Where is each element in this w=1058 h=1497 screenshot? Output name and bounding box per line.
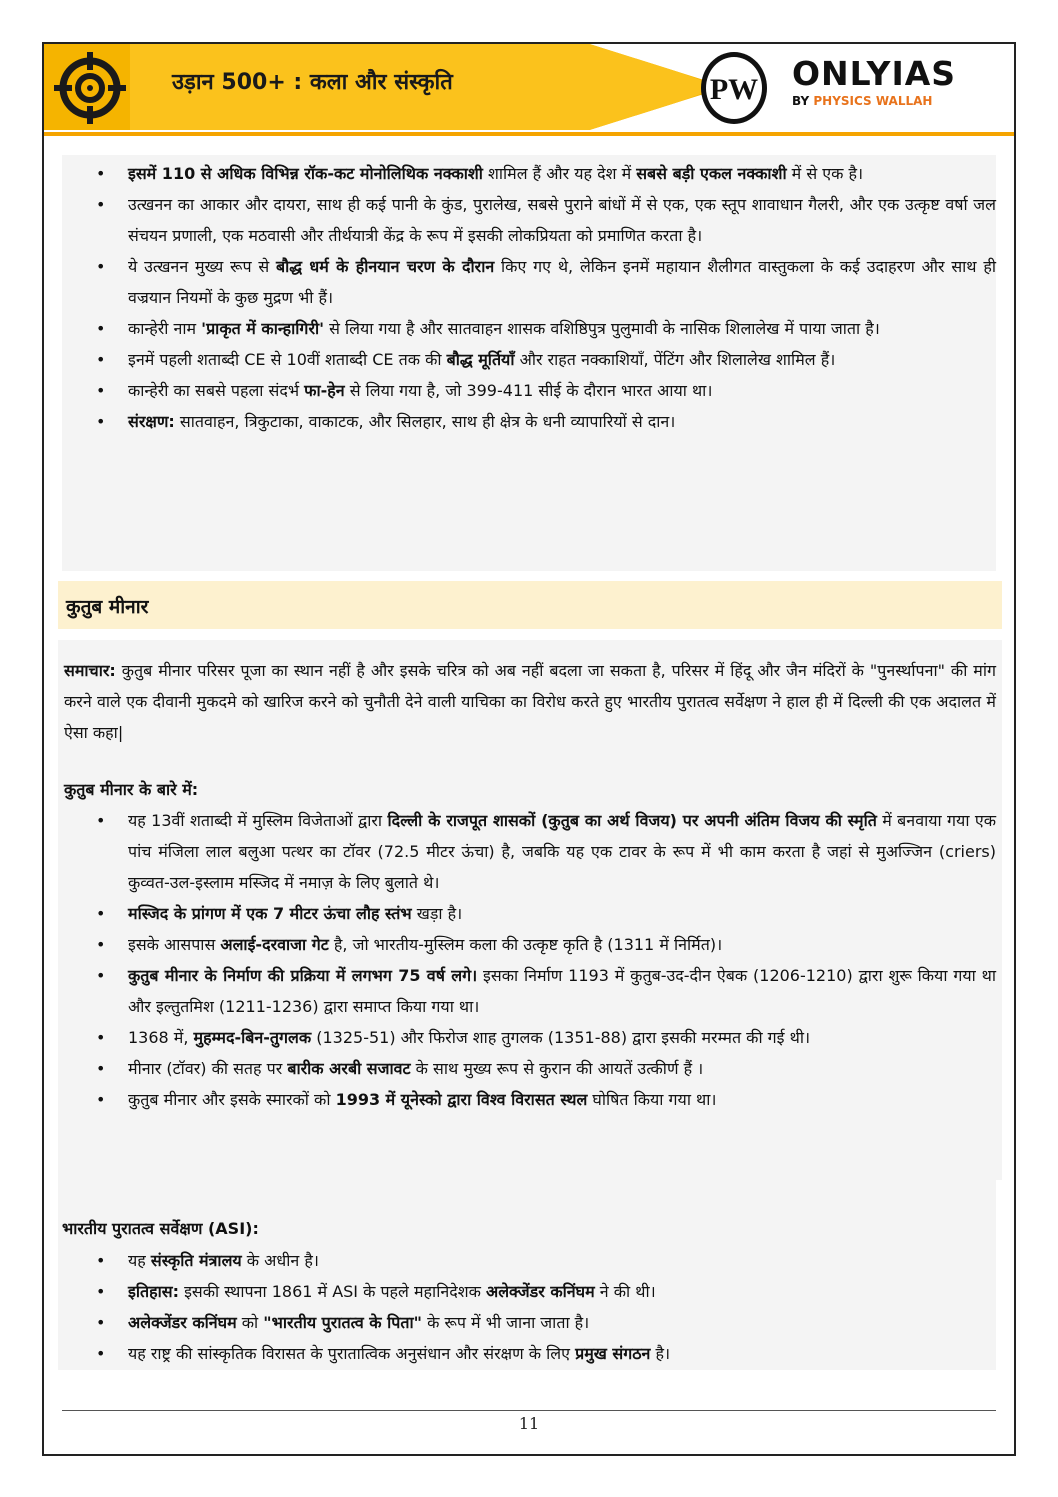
list-item: • इतिहास: इसकी स्थापना 1861 में ASI के पहले महानिदेशक अलेक्जेंडर कनिंघम ने की थी। xyxy=(92,1276,996,1307)
brand-by: BY xyxy=(792,94,814,108)
kanheri-list xyxy=(92,158,996,437)
brand-sub-name: PHYSICS WALLAH xyxy=(813,94,933,108)
list-item: • अलेक्जेंडर कनिंघम को "भारतीय पुरातत्व के पिता" के रूप में भी जाना जाता है। xyxy=(92,1307,996,1338)
about-heading: कुतुब मीनार के बारे में: xyxy=(64,780,199,799)
list-item: • 1368 में, मुहम्मद-बिन-तुगलक (1325-51) और फिरोज शाह तुगलक (1351-88) द्वारा इसकी मरम्मत की गई थी। xyxy=(92,1022,996,1053)
header-divider xyxy=(44,132,1014,136)
pw-logo xyxy=(698,49,770,127)
asi-list xyxy=(92,1245,996,1369)
list-item: • उत्खनन का आकार और दायरा, साथ ही कई पानी के कुंड, पुरालेख, सबसे पुराने बांधों में से एक, एक स्तूप शावाधान गैलरी, और एक उत्कृष्ट वर्षा जल संचयन प्रणाली, एक मठवासी और तीर्थयात्री केंद्र के रूप में इसकी लोकप्रियता को प्रमाणित करता है। xyxy=(92,189,996,251)
brand-name: ONLYIAS xyxy=(792,54,957,93)
section-title: कुतुब मीनार xyxy=(66,596,149,618)
list-item: • यह 13वीं शताब्दी में मुस्लिम विजेताओं द्वारा दिल्ली के राजपूत शासकों (कुतुब का अर्थ विजय) पर अपनी अंतिम विजय की स्मृति में बनवाया गया एक पांच मंजिला लाल बलुआ पत्थर का टॉवर (72.5 मीटर ऊंचा) है, जबकि यह एक टावर के रूप में भी काम करता है जहां से मुअज्जिन (criers) कुव्वत-उल-इस्लाम मस्जिद में नमाज़ के लिए बुलाते थे। xyxy=(92,805,996,898)
page-number: 11 xyxy=(518,1414,540,1433)
list-item: • इसमें 110 से अधिक विभिन्न रॉक-कट मोनोलिथिक नक्काशी शामिल हैं और यह देश में सबसे बड़ी एकल नक्काशी में से एक है। xyxy=(92,158,996,189)
pw-logo-text: PW xyxy=(709,73,759,106)
list-item: • मीनार (टॉवर) की सतह पर बारीक अरबी सजावट के साथ मुख्य रूप से कुरान की आयतें उत्कीर्ण हैं । xyxy=(92,1053,996,1084)
section-header xyxy=(58,581,1002,629)
list-item: • कुतुब मीनार और इसके स्मारकों को 1993 में यूनेस्को द्वारा विश्व विरासत स्थल घोषित किया गया था। xyxy=(92,1084,996,1115)
list-item: • कान्हेरी का सबसे पहला संदर्भ फा-हेन से लिया गया है, जो 399-411 सीई के दौरान भारत आया था। xyxy=(92,375,996,406)
list-item: • संरक्षण: सातवाहन, त्रिकुटाका, वाकाटक, और सिलहार, साथ ही क्षेत्र के धनी व्यापारियों से दान। xyxy=(92,406,996,437)
list-item: • मस्जिद के प्रांगण में एक 7 मीटर ऊंचा लौह स्तंभ खड़ा है। xyxy=(92,898,996,929)
page-header xyxy=(44,44,1014,143)
list-item: • कान्हेरी नाम 'प्राकृत में कान्हागिरी' से लिया गया है और सातवाहन शासक वशिष्ठिपुत्र पुलुमावी के नासिक शिलालेख में पाया जाता है। xyxy=(92,313,996,344)
list-item: • कुतुब मीनार के निर्माण की प्रक्रिया में लगभग 75 वर्ष लगे। इसका निर्माण 1193 में कुतुब-उद-दीन ऐबक (1206-1210) द्वारा शुरू किया गया था और इल्तुतमिश (1211-1236) द्वारा समाप्त किया गया था। xyxy=(92,960,996,1022)
footer-divider xyxy=(62,1410,996,1411)
list-item: • यह संस्कृति मंत्रालय के अधीन है। xyxy=(92,1245,996,1276)
list-item: • इनमें पहली शताब्दी CE से 10वीं शताब्दी CE तक की बौद्ध मूर्तियाँ और राहत नक्काशियाँ, पेंटिंग और शिलालेख शामिल हैं। xyxy=(92,344,996,375)
list-item: • इसके आसपास अलाई-दरवाजा गेट है, जो भारतीय-मुस्लिम कला की उत्कृष्ट कृति है (1311 में निर्मित)। xyxy=(92,929,996,960)
brand-sub xyxy=(792,94,956,108)
target-icon xyxy=(54,52,126,124)
header-title: उड़ान 500+ : कला और संस्कृति xyxy=(172,70,453,95)
about-list xyxy=(92,805,996,1115)
list-item: • ये उत्खनन मुख्य रूप से बौद्ध धर्म के हीनयान चरण के दौरान किए गए थे, लेकिन इनमें महायान शैलीगत वास्तुकला के कई उदाहरण और साथ ही वज्रयान नियमों के कुछ मुद्रण भी हैं। xyxy=(92,251,996,313)
news-paragraph: समाचार: कुतुब मीनार परिसर पूजा का स्थान नहीं है और इसके चरित्र को अब नहीं बदला जा सकता है, परिसर में हिंदू और जैन मंदिरों के "पुनर्स्थापना" की मांग करने वाले एक दीवानी मुकदमे को खारिज करने को चुनौती देने वाली याचिका का विरोध करते हुए भारतीय पुरातत्व सर्वेक्षण ने हाल ही में दिल्ली की एक अदालत में ऐसा कहा| xyxy=(64,661,996,742)
list-item: • यह राष्ट्र की सांस्कृतिक विरासत के पुरातात्विक अनुसंधान और संरक्षण के लिए प्रमुख संगठन है। xyxy=(92,1338,996,1369)
brand-block xyxy=(792,54,956,108)
asi-heading: भारतीय पुरातत्व सर्वेक्षण (ASI): xyxy=(62,1219,259,1238)
